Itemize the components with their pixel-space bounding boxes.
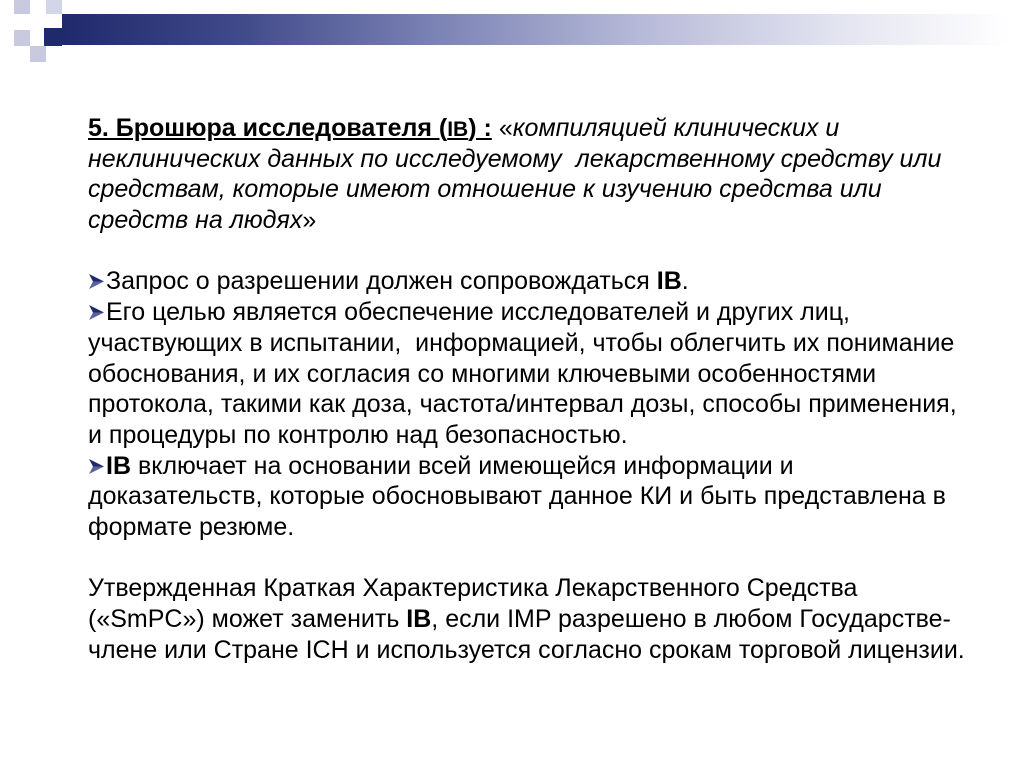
bullet-line: участвующих в испытании, информацией, чтобы облегчить их понимание bbox=[88, 328, 955, 357]
definition-quote-text: средств на людях bbox=[88, 206, 303, 235]
arrow-bullet-icon bbox=[88, 297, 106, 327]
bullet-item: Его целью является обеспечение исследователей и других лиц, bbox=[88, 297, 965, 328]
definition-quote-line: неклинических данных по исследуемому лекарственному средству или bbox=[88, 144, 942, 173]
bold-abbreviation: IB bbox=[406, 605, 432, 633]
corner-square bbox=[46, 0, 62, 14]
bullet-line: протокола, такими как доза, частота/интервал дозы, способы применения, bbox=[88, 390, 957, 419]
spacer bbox=[88, 543, 965, 574]
bullet-line: обоснования, и их согласия со многими ключевыми особенностями bbox=[88, 359, 877, 388]
definition-title: 5. Брошюра исследователя (IB) : bbox=[88, 114, 492, 142]
corner-square-accent bbox=[44, 28, 62, 46]
closing-line: Утвержденная Краткая Характеристика Лекарственного Средства bbox=[88, 574, 858, 603]
bullet-line: доказательств, которые обосновывают данное КИ и быть представлена в bbox=[88, 482, 946, 511]
closing-line: («SmPC») может заменить IB, если IMP разрешено в любом Государстве- bbox=[88, 605, 951, 633]
bullet-line: формате резюме. bbox=[88, 512, 295, 541]
definition-quote-line: средствам, которые имеют отношение к изучению средства или bbox=[88, 175, 882, 204]
definition-quote-line bbox=[88, 205, 965, 236]
title-abbreviation: IB bbox=[447, 118, 469, 141]
definition-quote-text: компиляцией клинических и bbox=[512, 114, 840, 142]
definition-heading-line bbox=[88, 113, 965, 144]
bullet-item: IB включает на основании всей имеющейся информации и bbox=[88, 451, 965, 482]
bullet-line: и процедуры по контролю над безопасностью. bbox=[88, 420, 628, 449]
spacer bbox=[88, 236, 965, 267]
closing-line: члене или Стране ICH и используется согласно срокам торговой лицензии. bbox=[88, 635, 965, 664]
slide-body bbox=[88, 113, 965, 665]
arrow-bullet-icon bbox=[88, 266, 106, 296]
corner-square bbox=[30, 46, 46, 62]
corner-square bbox=[14, 30, 30, 46]
corner-square bbox=[14, 0, 30, 14]
quote-open-mark: « bbox=[498, 114, 513, 142]
bold-abbreviation: IB bbox=[106, 451, 131, 480]
header-gradient-bar bbox=[62, 14, 1010, 45]
bullet-item: Запрос о разрешении должен сопровождаться IB. bbox=[88, 266, 965, 297]
quote-close-mark: » bbox=[302, 206, 317, 235]
arrow-bullet-icon bbox=[88, 451, 106, 481]
bold-abbreviation: IB bbox=[656, 267, 682, 296]
